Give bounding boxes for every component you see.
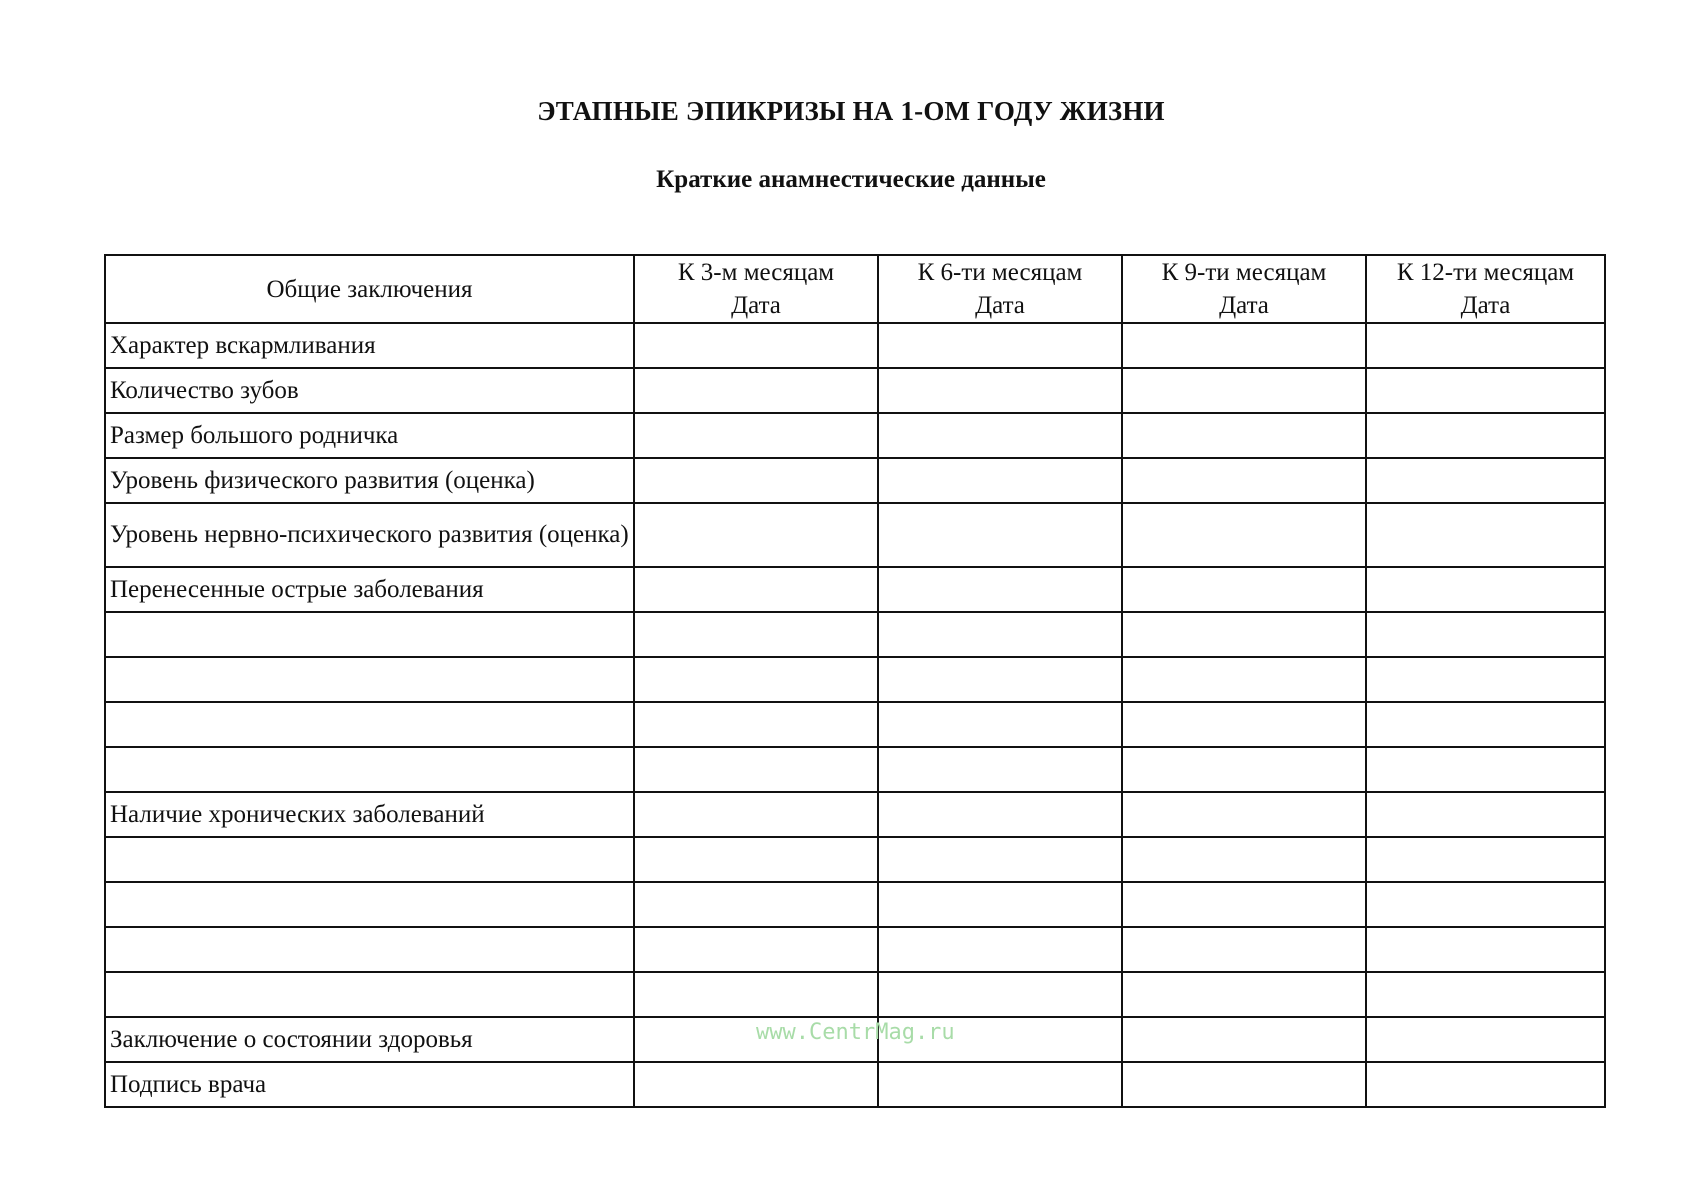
entry-cell[interactable] <box>1366 657 1605 702</box>
entry-cell[interactable] <box>1122 1017 1366 1062</box>
entry-cell[interactable] <box>1122 657 1366 702</box>
header-12-months <box>1366 255 1605 323</box>
header-period-label: К 9-ти месяцам <box>1161 259 1327 286</box>
table-row <box>105 567 1605 612</box>
header-3-months <box>634 255 878 323</box>
entry-cell[interactable] <box>1122 882 1366 927</box>
row-label <box>105 927 634 972</box>
row-label: Размер большого родничка <box>105 413 634 458</box>
header-general-conclusions: Общие заключения <box>105 255 634 323</box>
entry-cell[interactable] <box>1366 702 1605 747</box>
entry-cell[interactable] <box>878 503 1122 567</box>
row-label <box>105 972 634 1017</box>
header-date-label: Дата <box>731 292 781 319</box>
entry-cell[interactable] <box>634 837 878 882</box>
entry-cell[interactable] <box>1122 747 1366 792</box>
table-row <box>105 1062 1605 1107</box>
entry-cell[interactable] <box>1366 837 1605 882</box>
entry-cell[interactable] <box>1122 612 1366 657</box>
entry-cell[interactable] <box>634 323 878 368</box>
entry-cell[interactable] <box>1366 1017 1605 1062</box>
table-row <box>105 702 1605 747</box>
entry-cell[interactable] <box>1122 368 1366 413</box>
table-row <box>105 882 1605 927</box>
entry-cell[interactable] <box>878 567 1122 612</box>
row-label: Характер вскармливания <box>105 323 634 368</box>
entry-cell[interactable] <box>634 567 878 612</box>
table-row <box>105 368 1605 413</box>
table-row <box>105 458 1605 503</box>
row-label <box>105 837 634 882</box>
row-label <box>105 612 634 657</box>
entry-cell[interactable] <box>878 792 1122 837</box>
document-title: ЭТАПНЫЕ ЭПИКРИЗЫ НА 1-ОМ ГОДУ ЖИЗНИ <box>537 96 1165 126</box>
entry-cell[interactable] <box>1366 368 1605 413</box>
entry-cell[interactable] <box>1122 413 1366 458</box>
header-period-label: К 12-ти месяцам <box>1396 259 1575 286</box>
table-row <box>105 837 1605 882</box>
row-label <box>105 882 634 927</box>
entry-cell[interactable] <box>1122 458 1366 503</box>
entry-cell[interactable] <box>1366 1062 1605 1107</box>
entry-cell[interactable] <box>634 503 878 567</box>
entry-cell[interactable] <box>878 323 1122 368</box>
entry-cell[interactable] <box>1366 882 1605 927</box>
entry-cell[interactable] <box>1122 792 1366 837</box>
entry-cell[interactable] <box>1366 792 1605 837</box>
header-date-label: Дата <box>1219 292 1269 319</box>
row-label <box>105 657 634 702</box>
row-label: Подпись врача <box>105 1062 634 1107</box>
entry-cell[interactable] <box>634 702 878 747</box>
row-label: Количество зубов <box>105 368 634 413</box>
table-row <box>105 612 1605 657</box>
entry-cell[interactable] <box>1366 927 1605 972</box>
entry-cell[interactable] <box>1366 323 1605 368</box>
entry-cell[interactable] <box>634 368 878 413</box>
entry-cell[interactable] <box>1122 702 1366 747</box>
entry-cell[interactable] <box>1366 413 1605 458</box>
row-label: Наличие хронических заболеваний <box>105 792 634 837</box>
entry-cell[interactable] <box>1366 567 1605 612</box>
table-row <box>105 747 1605 792</box>
epicrisis-table <box>104 254 1606 1108</box>
row-label <box>105 702 634 747</box>
header-date-label: Дата <box>1460 292 1511 319</box>
entry-cell[interactable] <box>878 657 1122 702</box>
header-period-label: К 3-м месяцам <box>677 259 835 286</box>
entry-cell[interactable] <box>878 972 1122 1017</box>
entry-cell[interactable] <box>1122 837 1366 882</box>
entry-cell[interactable] <box>878 368 1122 413</box>
header-date-label: Дата <box>975 292 1025 319</box>
entry-cell[interactable] <box>634 927 878 972</box>
row-label: Перенесенные острые заболевания <box>105 567 634 612</box>
header-9-months <box>1122 255 1366 323</box>
entry-cell[interactable] <box>878 927 1122 972</box>
table-row <box>105 503 1605 567</box>
table-body <box>105 323 1605 1107</box>
entry-cell[interactable] <box>878 1062 1122 1107</box>
entry-cell[interactable] <box>1122 927 1366 972</box>
entry-cell[interactable] <box>1122 1062 1366 1107</box>
watermark: www.CentrMag.ru <box>756 1020 955 1045</box>
table-row <box>105 413 1605 458</box>
header-6-months <box>878 255 1122 323</box>
entry-cell[interactable] <box>634 972 878 1017</box>
entry-cell[interactable] <box>634 747 878 792</box>
document-subtitle: Краткие анамнестические данные <box>656 166 1046 193</box>
table-header-row <box>105 255 1605 323</box>
entry-cell[interactable] <box>878 882 1122 927</box>
header-period-label: К 6-ти месяцам <box>917 259 1083 286</box>
entry-cell[interactable] <box>1122 323 1366 368</box>
entry-cell[interactable] <box>1366 747 1605 792</box>
entry-cell[interactable] <box>878 747 1122 792</box>
entry-cell[interactable] <box>1366 503 1605 567</box>
entry-cell[interactable] <box>878 837 1122 882</box>
row-label: Уровень нервно-психического развития (оценка) <box>105 503 634 567</box>
table-row <box>105 972 1605 1017</box>
entry-cell[interactable] <box>634 657 878 702</box>
entry-cell[interactable] <box>1122 503 1366 567</box>
entry-cell[interactable] <box>1122 567 1366 612</box>
table-row <box>105 323 1605 368</box>
row-label <box>105 747 634 792</box>
entry-cell[interactable] <box>634 792 878 837</box>
entry-cell[interactable] <box>634 1062 878 1107</box>
entry-cell[interactable] <box>878 702 1122 747</box>
entry-cell[interactable] <box>1122 972 1366 1017</box>
entry-cell[interactable] <box>1366 458 1605 503</box>
table-row <box>105 927 1605 972</box>
entry-cell[interactable] <box>1366 972 1605 1017</box>
entry-cell[interactable] <box>634 413 878 458</box>
entry-cell[interactable] <box>634 458 878 503</box>
entry-cell[interactable] <box>878 612 1122 657</box>
entry-cell[interactable] <box>878 458 1122 503</box>
entry-cell[interactable] <box>1366 612 1605 657</box>
row-label: Заключение о состоянии здоровья <box>105 1017 634 1062</box>
table-row <box>105 657 1605 702</box>
table-row <box>105 792 1605 837</box>
entry-cell[interactable] <box>878 413 1122 458</box>
entry-cell[interactable] <box>634 882 878 927</box>
row-label: Уровень физического развития (оценка) <box>105 458 634 503</box>
entry-cell[interactable] <box>634 612 878 657</box>
